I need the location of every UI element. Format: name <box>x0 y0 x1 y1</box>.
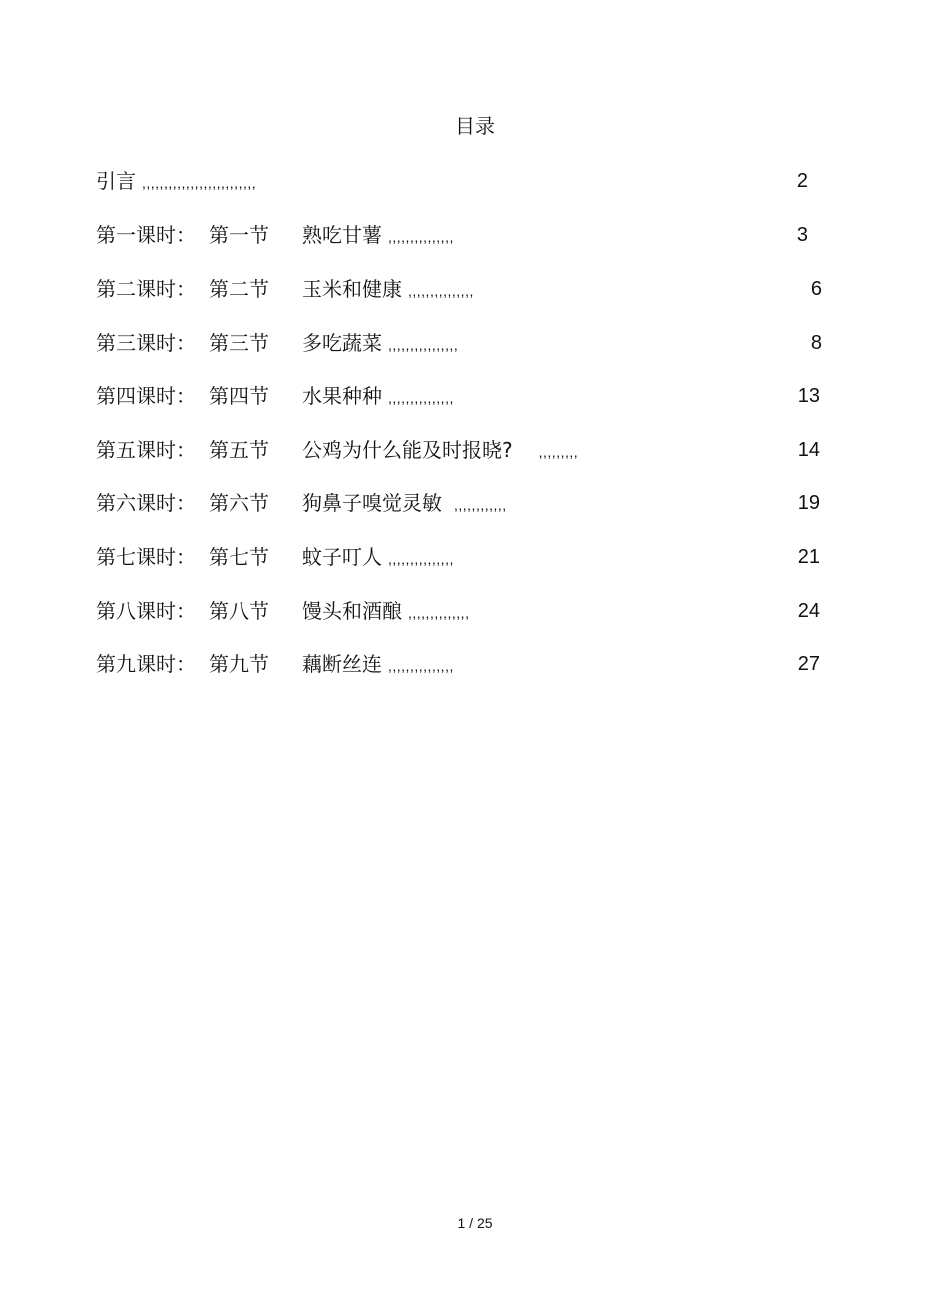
toc-leader: ,,,,,,,,,,,,,,, <box>388 229 454 245</box>
toc-entry-title: 蚊子叮人 ,,,,,,,,,,,,,,, <box>302 545 454 569</box>
toc-leader: ,,,,,,,,,,,,,,,, <box>388 337 459 353</box>
toc-section-label: 第二节 <box>209 277 269 301</box>
page-number-footer: 1 / 25 <box>457 1215 493 1231</box>
toc-page-number: 27 <box>797 653 820 675</box>
toc-leader: ,,,,,,,,,,,,,, <box>408 605 470 621</box>
toc-entry-title: 熟吃甘薯 ,,,,,,,,,,,,,,, <box>302 223 454 247</box>
page-title: 目录 <box>455 114 495 138</box>
toc-leader: ,,,,,,,,,,,,,,, <box>388 390 454 406</box>
toc-page-number: 8 <box>810 332 822 354</box>
toc-lesson-label: 第三课时： <box>96 331 196 355</box>
toc-entry-title: 藕断丝连 ,,,,,,,,,,,,,,, <box>302 652 454 676</box>
toc-lesson-label: 第六课时： <box>96 491 196 515</box>
toc-lesson-label: 第一课时： <box>96 223 196 247</box>
toc-entry[interactable] <box>96 275 822 303</box>
toc-page-number: 14 <box>797 439 820 461</box>
toc-leader: ,,,,,,,,,,,,,,,,,,,,,,,,,, <box>142 175 257 191</box>
toc-entry[interactable] <box>96 382 822 410</box>
toc-entry-intro[interactable] <box>96 167 822 195</box>
toc-section-label: 第七节 <box>209 545 269 569</box>
toc-entry[interactable] <box>96 489 822 517</box>
toc-page-number: 2 <box>796 170 808 192</box>
toc-entry[interactable] <box>96 221 822 249</box>
toc-section-label: 第九节 <box>209 652 269 676</box>
toc-entry-title: 玉米和健康 ,,,,,,,,,,,,,,, <box>302 277 474 301</box>
toc-section-label: 第六节 <box>209 491 269 515</box>
toc-section-label: 第三节 <box>209 331 269 355</box>
toc-entry[interactable] <box>96 650 822 678</box>
toc-lesson-label: 第五课时： <box>96 438 196 462</box>
toc-section-label: 第八节 <box>209 599 269 623</box>
toc-page-number: 6 <box>810 278 822 300</box>
toc-entry-title: 馒头和酒酿 ,,,,,,,,,,,,,, <box>302 599 470 623</box>
toc-lesson-label: 第二课时： <box>96 277 196 301</box>
toc-leader: ,,,,,,,,,,,,,,, <box>388 551 454 567</box>
toc-leader: ,,,,,,,,,,,, <box>454 497 507 513</box>
toc-lesson-label: 第四课时： <box>96 384 196 408</box>
toc-entry-title: 狗鼻子嗅觉灵敏 ,,,,,,,,,,,, <box>302 491 507 515</box>
toc-page-number: 21 <box>797 546 820 568</box>
toc-entry[interactable] <box>96 543 822 571</box>
toc-entry-title: 公鸡为什么能及时报晓? ,,,,,,,,, <box>302 438 579 462</box>
toc-entry[interactable] <box>96 329 822 357</box>
toc-intro-label: 引言 ,,,,,,,,,,,,,,,,,,,,,,,,,, <box>96 169 257 193</box>
toc-section-label: 第一节 <box>209 223 269 247</box>
toc-entry[interactable] <box>96 597 822 625</box>
toc-leader: ,,,,,,,,, <box>538 444 579 460</box>
toc-lesson-label: 第九课时： <box>96 652 196 676</box>
toc-page-number: 3 <box>796 224 808 246</box>
toc-page-number: 24 <box>797 600 820 622</box>
toc-lesson-label: 第七课时： <box>96 545 196 569</box>
toc-section-label: 第四节 <box>209 384 269 408</box>
toc-leader: ,,,,,,,,,,,,,,, <box>408 283 474 299</box>
toc-entry[interactable] <box>96 436 822 464</box>
toc-entry-title: 水果种种 ,,,,,,,,,,,,,,, <box>302 384 454 408</box>
toc-page-number: 13 <box>797 385 820 407</box>
toc-entry-title: 多吃蔬菜 ,,,,,,,,,,,,,,,, <box>302 331 459 355</box>
toc-section-label: 第五节 <box>209 438 269 462</box>
toc-lesson-label: 第八课时： <box>96 599 196 623</box>
toc-page-number: 19 <box>797 492 820 514</box>
toc-leader: ,,,,,,,,,,,,,,, <box>388 658 454 674</box>
